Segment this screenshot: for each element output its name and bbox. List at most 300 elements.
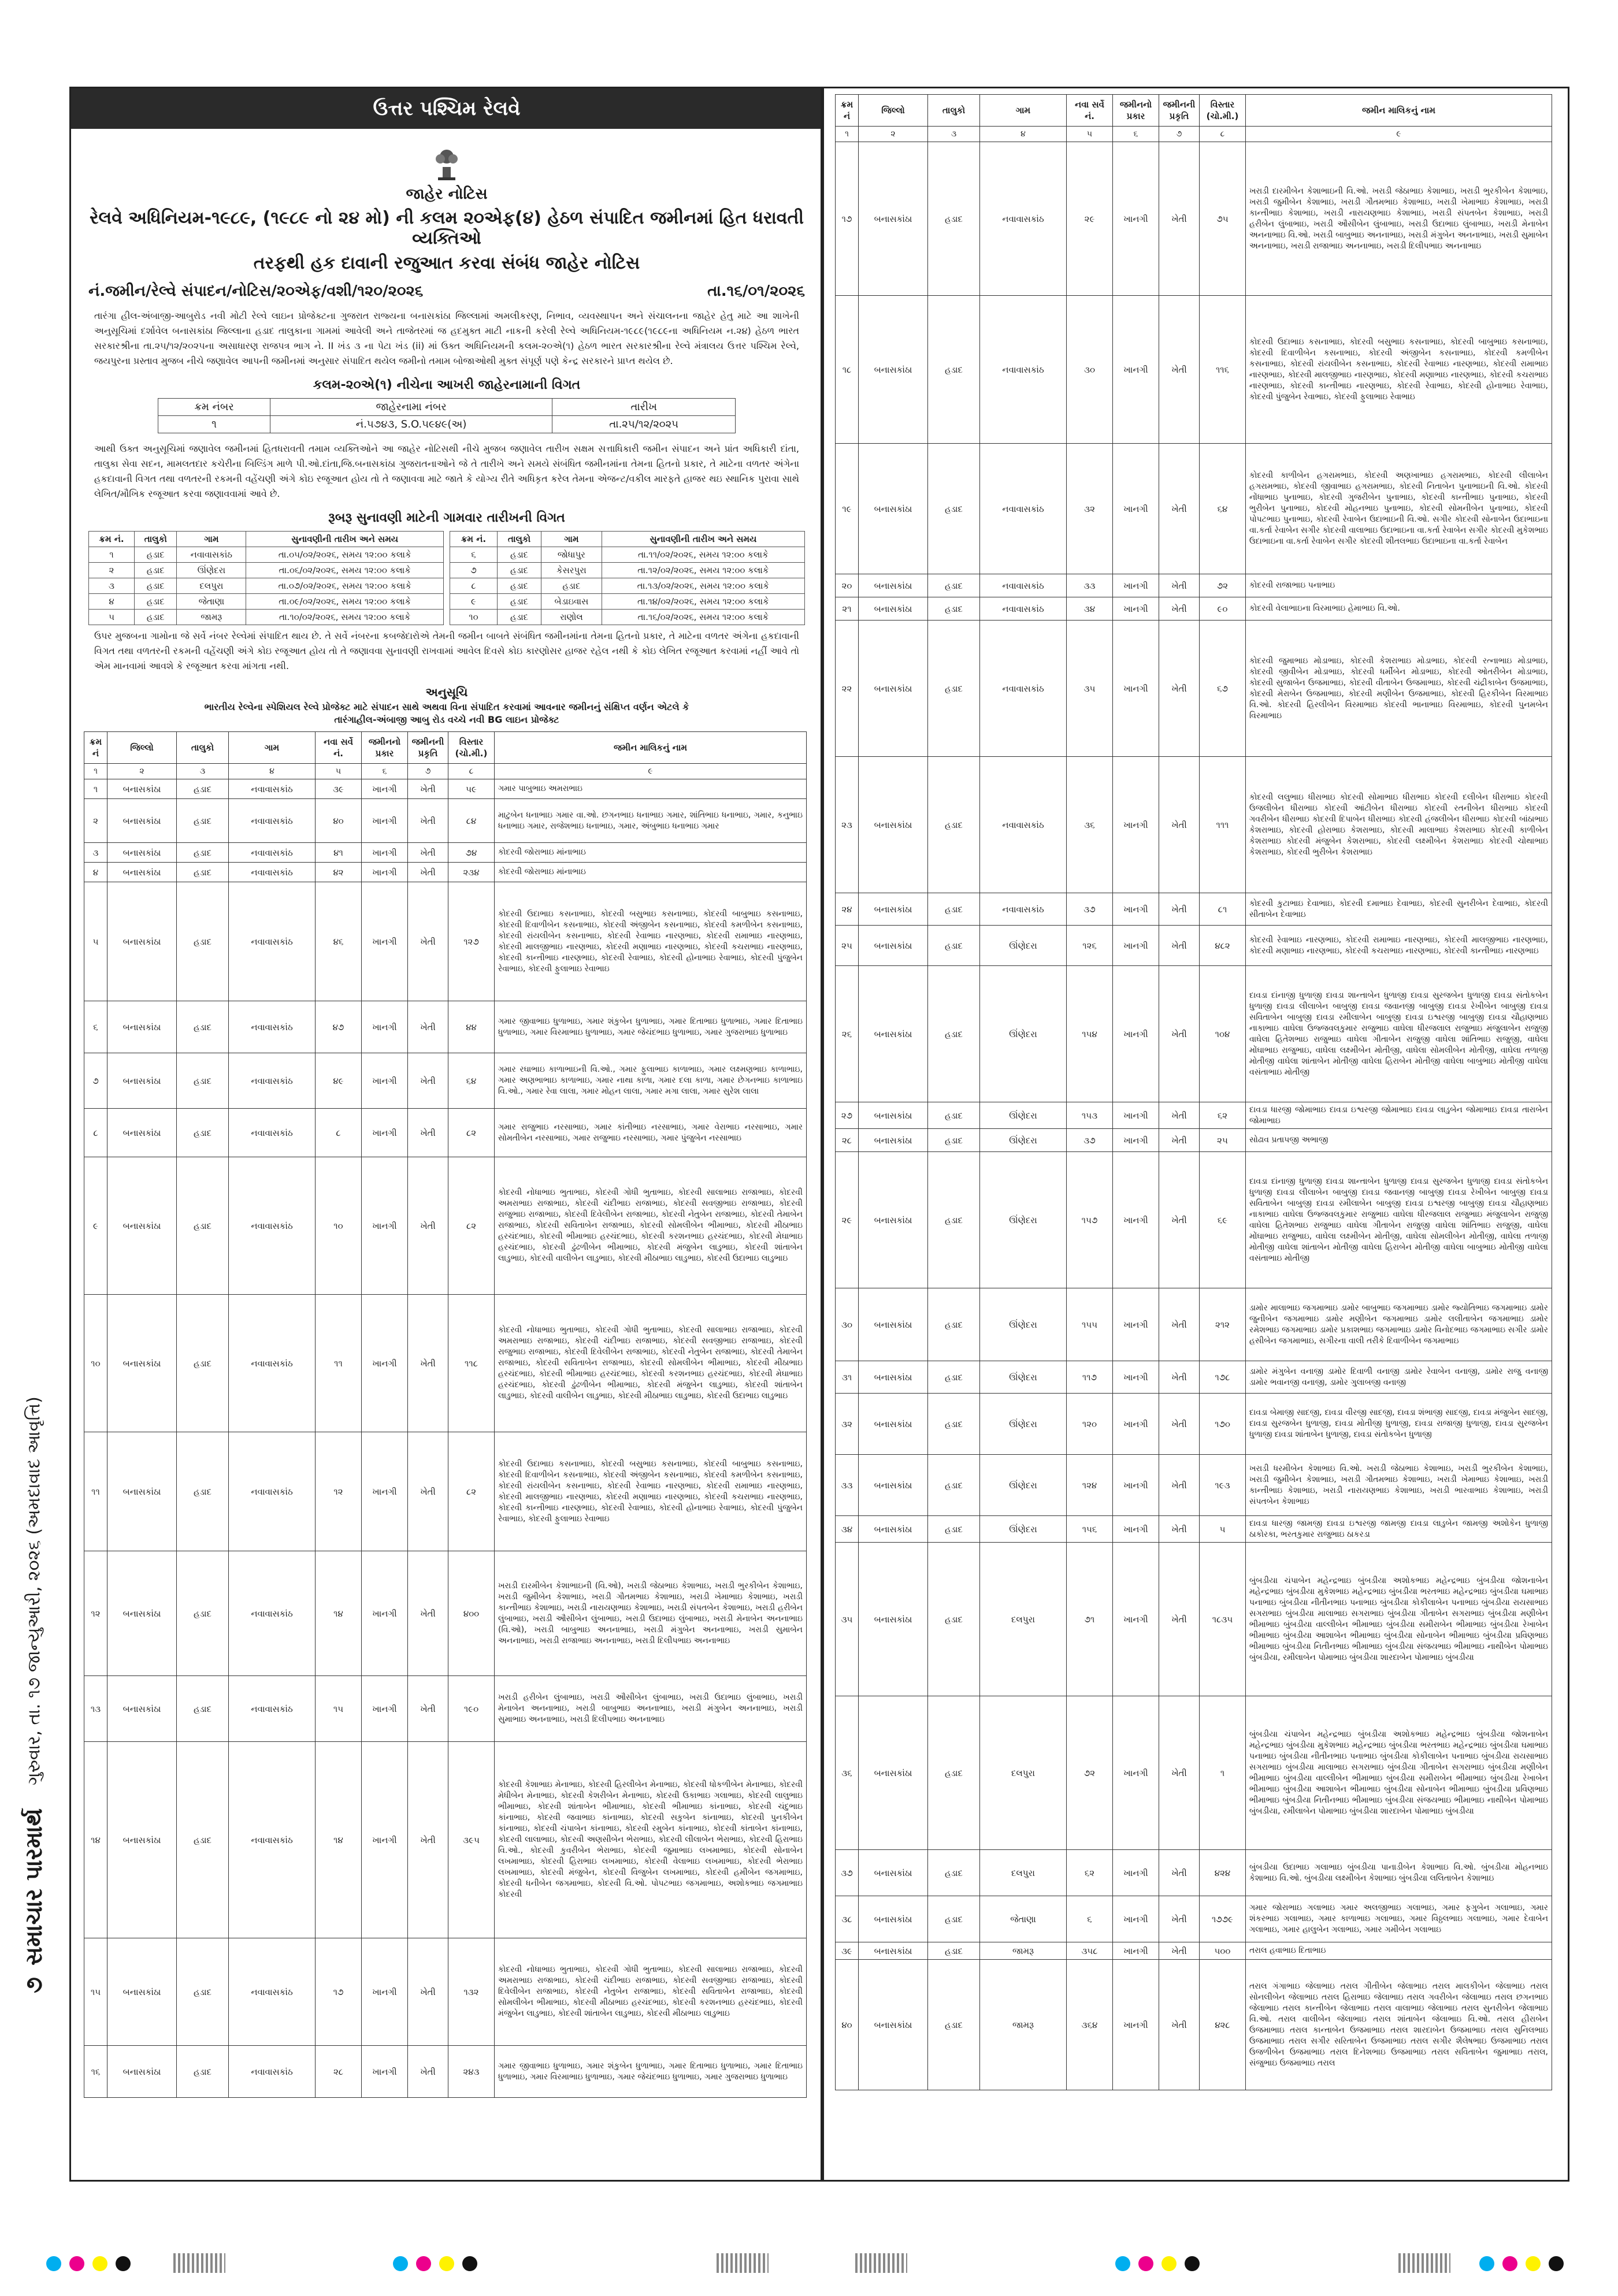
land-col-index: ૨ xyxy=(107,764,177,779)
land-cell-area: ૨૩૪ xyxy=(448,863,495,882)
hearing-cell: હડાદ xyxy=(135,563,177,578)
land-cell-no: ૩૦ xyxy=(836,1288,859,1361)
hearing-cell: જેતાણા xyxy=(177,594,246,610)
land-cell-dist: બનાસકાંઠા xyxy=(859,1361,928,1394)
land-cell-no: ૩૩ xyxy=(836,1455,859,1516)
hearing-cell: તા.૦૭/૦૨/૨૦૨૬, સમય ૧૨:૦૦ કલાકે xyxy=(246,578,444,594)
land-cell-tal: હડાદ xyxy=(928,1361,980,1394)
land-cell-no: ૧૭ xyxy=(836,142,859,296)
land-cell-no: ૨૦ xyxy=(836,574,859,597)
land-cell-dist: બનાસકાંઠા xyxy=(859,142,928,296)
hearing-row xyxy=(450,610,805,625)
table-row xyxy=(84,1551,807,1676)
land-cell-tal: હડાદ xyxy=(928,1543,980,1696)
land-cell-dist: બનાસકાંઠા xyxy=(859,444,928,574)
land-cell-nat: ખેતી xyxy=(1159,1850,1200,1896)
land-cell-tal: હડાદ xyxy=(928,893,980,926)
land-col-index: ૭ xyxy=(408,764,448,779)
land-cell-type: ખાનગી xyxy=(1113,1129,1159,1152)
hearing-cell: ૨ xyxy=(89,563,135,578)
land-cell-tal: હડાદ xyxy=(177,2046,229,2098)
hearing-cell: તા.૦૬/૦૨/૨૦૨૬, સમય ૧૨:૦૦ કલાકે xyxy=(246,563,444,578)
land-cell-no: ૨૩ xyxy=(836,757,859,893)
table-row xyxy=(836,1102,1552,1129)
land-cell-tal: હડાદ xyxy=(177,882,229,1001)
table-row xyxy=(84,1001,807,1053)
land-cell-tal: હડાદ xyxy=(928,1896,980,1942)
black-mark xyxy=(1549,2256,1564,2271)
land-cell-tal: હડાદ xyxy=(177,843,229,863)
land-col-header: જિલ્લો xyxy=(859,95,928,127)
table-row xyxy=(84,843,807,863)
hearing-cell: હડાદ xyxy=(135,578,177,594)
land-cell-nat: ખેતી xyxy=(1159,597,1200,621)
land-cell-sur: ૩૫૮ xyxy=(1067,1942,1113,1960)
land-cell-no: ૭ xyxy=(84,1053,107,1109)
land-cell-area: ૨૧૨ xyxy=(1200,1288,1246,1361)
land-cell-nat: ખેતી xyxy=(1159,444,1200,574)
land-cell-type: ખાનગી xyxy=(1113,926,1159,966)
land-cell-vil: નવાવાસકાંઠ xyxy=(980,597,1067,621)
land-cell-nat: ખેતી xyxy=(408,1295,448,1432)
land-cell-type: ખાનગી xyxy=(362,1109,408,1157)
land-cell-no: ૧૮ xyxy=(836,296,859,444)
land-cell-vil: નવાવાસકાંઠ xyxy=(980,893,1067,926)
table-row xyxy=(84,1742,807,1938)
left-column xyxy=(69,87,824,2182)
hearing-col-header: ક્રમ નં. xyxy=(89,532,135,547)
land-cell-vil: નવાવાસકાંઠ xyxy=(229,779,316,799)
print-marks-center-left xyxy=(393,2256,477,2271)
land-cell-nat: ખેતી xyxy=(1159,621,1200,757)
gazette-heading: કલમ-૨૦એ(૧) નીચેના આખરી જાહેરનામાની વિગત xyxy=(313,378,581,392)
land-cell-type: ખાનગી xyxy=(1113,1942,1159,1960)
land-cell-sur: ૧૫૫ xyxy=(1067,1288,1113,1361)
hearing-cell: ૫ xyxy=(89,610,135,625)
land-cell-dist: બનાસકાંઠા xyxy=(107,1295,177,1432)
land-cell-area: ૧૧૧ xyxy=(1200,757,1246,893)
land-cell-vil: નવાવાસકાંઠ xyxy=(229,1157,316,1295)
land-cell-tal: હડાદ xyxy=(177,1551,229,1676)
land-cell-type: ખાનગી xyxy=(1113,1896,1159,1942)
land-cell-sur: ૪૯ xyxy=(316,1053,362,1109)
land-cell-type: ખાનગી xyxy=(1113,1516,1159,1543)
land-cell-nat: ખેતી xyxy=(1159,574,1200,597)
schedule-subheading-1: ભારતીય રેલ્વેના સ્પેશિયલ રેલ્વે પ્રોજેક્ટ માટે સંપાદન સાથે અથવા વિના સંપાદિત કરવામાં આવનાર જમીનનું સંક્ષિપ્ત વર્ણન એટલે કે xyxy=(204,701,689,712)
table-row xyxy=(836,1896,1552,1942)
gazette-cell: ૧ xyxy=(158,416,270,433)
land-cell-vil: દલપુરા xyxy=(980,1850,1067,1896)
print-marks-center-right xyxy=(1115,2256,1200,2271)
hearing-cell: તા.૦૫/૦૨/૨૦૨૬, સમય ૧૨:૦૦ કલાકે xyxy=(246,547,444,563)
land-cell-nat: ખેતી xyxy=(1159,1455,1200,1516)
land-cell-vil: ઊંણેદરા xyxy=(980,1152,1067,1288)
land-cell-sur: ૩૯ xyxy=(316,779,362,799)
land-cell-sur: ૪૦ xyxy=(316,799,362,843)
cyan-mark xyxy=(1479,2256,1494,2271)
land-cell-tal: હડાદ xyxy=(928,1288,980,1361)
table-row xyxy=(836,142,1552,296)
land-cell-tal: હડાદ xyxy=(928,1850,980,1896)
land-table-header xyxy=(836,95,1552,127)
land-cell-nat: ખેતી xyxy=(1159,1102,1200,1129)
land-cell-owner: ગમાર જીવાભાઇ ધુળાભાઇ, ગમાર શંકુબેન ધુળાભાઇ, ગમાર દિતાભાઇ ધુળાભાઇ, ગમાર દિતાભાઇ ધુળાભાઇ, ગમાર વિરમાભાઇ ધુળાભાઇ, ગમાર જેચંદભાઇ ધુળાભાઇ, ગમાર ગુજરાભાઇ ધુળાભાઇ xyxy=(495,2046,807,2098)
land-cell-dist: બનાસકાંઠા xyxy=(859,966,928,1102)
land-cell-vil: નવાવાસકાંઠ xyxy=(229,843,316,863)
land-cell-sur: ૨૮ xyxy=(316,2046,362,2098)
land-cell-nat: ખેતી xyxy=(1159,966,1200,1102)
yellow-mark xyxy=(1526,2256,1541,2271)
land-cell-tal: હડાદ xyxy=(928,444,980,574)
land-cell-type: ખાનગી xyxy=(362,1295,408,1432)
hearing-cell: તા.૧૬/૦૨/૨૦૨૬, સમય ૧૨:૦૦ કલાકે xyxy=(602,610,804,625)
land-cell-sur: ૧૪ xyxy=(316,1551,362,1676)
land-cell-dist: બનાસકાંઠા xyxy=(859,621,928,757)
land-cell-vil: દલપુરા xyxy=(980,1543,1067,1696)
land-cell-vil: જેતાણા xyxy=(980,1896,1067,1942)
land-cell-nat: ખેતી xyxy=(1159,1696,1200,1850)
land-cell-dist: બનાસકાંઠા xyxy=(107,1551,177,1676)
land-table-index-row xyxy=(84,764,807,779)
land-col-index: ૯ xyxy=(1246,127,1552,142)
land-cell-type: ખાનગી xyxy=(362,863,408,882)
table-row xyxy=(84,1295,807,1432)
land-cell-sur: ૪૭ xyxy=(316,1001,362,1053)
table-row xyxy=(836,1516,1552,1543)
land-cell-no: ૧૯ xyxy=(836,444,859,574)
hearing-cell: તા.૧૪/૦૨/૨૦૨૬, સમય ૧૨:૦૦ કલાકે xyxy=(602,594,804,610)
land-cell-dist: બનાસકાંઠા xyxy=(859,1288,928,1361)
land-cell-nat: ખેતી xyxy=(1159,757,1200,893)
land-cell-area: ૪૨૮ xyxy=(1200,1960,1246,2090)
hearing-cell: રાણોલ xyxy=(541,610,602,625)
land-cell-owner: તરાલ હવાભાઇ દિતાભાઇ xyxy=(1246,1942,1552,1960)
hearing-schedule xyxy=(71,531,822,625)
land-cell-area: ૮૨ xyxy=(448,1157,495,1295)
land-cell-dist: બનાસકાંઠા xyxy=(859,1129,928,1152)
hearing-cell: હડાદ xyxy=(497,578,541,594)
hearing-col-header: તાલુકો xyxy=(497,532,541,547)
land-cell-vil: ઊંણેદરા xyxy=(980,1102,1067,1129)
land-cell-dist: બનાસકાંઠા xyxy=(107,1742,177,1938)
land-cell-area: ૧૭૮ xyxy=(1200,1361,1246,1394)
land-cell-vil: નવાવાસકાંઠ xyxy=(229,882,316,1001)
land-cell-type: ખાનગી xyxy=(1113,1361,1159,1394)
table-row xyxy=(84,1432,807,1551)
land-cell-no: ૧૬ xyxy=(84,2046,107,2098)
land-cell-vil: નવાવાસકાંઠ xyxy=(980,444,1067,574)
land-cell-dist: બનાસકાંઠા xyxy=(107,1938,177,2046)
land-cell-dist: બનાસકાંઠા xyxy=(859,1543,928,1696)
land-cell-nat: ખેતી xyxy=(408,1109,448,1157)
land-cell-dist: બનાસકાંઠા xyxy=(859,893,928,926)
land-cell-no: ૧૩ xyxy=(84,1676,107,1742)
land-cell-area: ૧૩૨ xyxy=(448,1938,495,2046)
land-cell-type: ખાનગી xyxy=(1113,621,1159,757)
table-row xyxy=(836,621,1552,757)
hearing-cell: હડાદ xyxy=(497,547,541,563)
land-cell-vil: ઊંણેદરા xyxy=(980,1361,1067,1394)
land-cell-area: ૨૪૩ xyxy=(448,2046,495,2098)
land-cell-type: ખાનગી xyxy=(362,1676,408,1742)
land-table-index-row xyxy=(836,127,1552,142)
land-cell-nat: ખેતી xyxy=(1159,1361,1200,1394)
land-cell-owner: માટુબેન ધનાભાઇ ગમાર વા.ઓ. છગનભાઇ ધનાભાઇ ગમાર, શાંતિભાઇ ધનાભાઇ, ગમાર, કનુભાઇ ધનાભાઇ ગમાર, રાજેશભાઇ ધનાભાઇ, ગમાર, અંબુભાઇ ધનાભાઇ ગમાર xyxy=(495,799,807,843)
land-cell-type: ખાનગી xyxy=(1113,757,1159,893)
land-cell-area: ૧૯૩ xyxy=(1200,1455,1246,1516)
land-cell-owner: કોદરવી ઉદાભાઇ કસનાભાઇ, કોદરવી બસુભાઇ કસનાભાઇ, કોદરવી બાબુભાઇ કસનાભાઇ, કોદરવી દિવાળીબેન કસનાભાઇ, કોદરવી અંજીબેન કસનાભાઇ, કોદરવી કમળીબેન કસનાભાઇ, કોદરવી રાંયલીબેન કસનાભાઇ, કોદરવી રેવાભાઇ નારણભાઇ, કોદરવી રામાભાઇ નારણભાઇ, કોદરવી માલજીભાઇ નારણભાઇ, કોદરવી મણાભાઇ નારણભાઇ, કોદરવી કચરાભાઇ નારણભાઇ, કોદરવી કાન્તીભાઇ નારણભાઇ, કોદરવી રેવાભાઇ, કોદરવી હોનાભાઇ રેવાભાઇ, કોદરવી પુંજુબેન રેવાભાઇ, કોદરવી ફુલાભાઇ રેવાભાઇ xyxy=(495,1432,807,1551)
land-cell-type: ખાનગી xyxy=(362,1432,408,1551)
black-mark xyxy=(462,2256,477,2271)
magenta-mark xyxy=(416,2256,431,2271)
hearing-table-right xyxy=(450,531,805,625)
land-cell-sur: ૧૨૬ xyxy=(1067,926,1113,966)
table-row xyxy=(836,1960,1552,2090)
land-cell-no: ૮ xyxy=(84,1109,107,1157)
land-cell-owner: બુંબડીયા ઉદાભાઇ ગલાભાઇ બુંબડીયા પાનાડીબેન કેશાભાઇ વિ.ઓ. બુંબડીયા મોહનભાઇ કેશાભાઇ વિ.ઓ. બુંબડીયા લક્ષ્મીબેન કેશાભાઇ બુંબડીયા લલિતાબેન કેશાભાઇ xyxy=(1246,1850,1552,1896)
land-cell-type: ખાનગી xyxy=(362,799,408,843)
land-cell-no: ૩૨ xyxy=(836,1394,859,1455)
land-col-header: નવા સર્વે નં. xyxy=(1067,95,1113,127)
land-col-header: જમીનનો પ્રકાર xyxy=(1113,95,1159,127)
land-cell-tal: હડાદ xyxy=(177,863,229,882)
hearing-cell: હડાદ xyxy=(497,563,541,578)
land-cell-area: ૬૯ xyxy=(1200,1152,1246,1288)
schedule-subheading-2: તારંગાહીલ-અંબાજી આબુ રોડ વચ્ચે નવી BG લાઇન પ્રોજેક્ટ xyxy=(334,714,559,725)
land-cell-dist: બનાસકાંઠા xyxy=(859,757,928,893)
land-cell-no: ૨૯ xyxy=(836,1152,859,1288)
land-cell-vil: ઊંણેદરા xyxy=(980,1455,1067,1516)
hearing-row xyxy=(450,578,805,594)
land-cell-area: ૯૦ xyxy=(1200,597,1246,621)
land-cell-sur: ૩૦ xyxy=(1067,296,1113,444)
land-col-header: જમીનની પ્રકૃતિ xyxy=(1159,95,1200,127)
land-cell-tal: હડાદ xyxy=(928,1942,980,1960)
land-cell-no: ૨૪ xyxy=(836,893,859,926)
table-row xyxy=(836,296,1552,444)
table-row xyxy=(836,1288,1552,1361)
hearing-cell: દલપુરા xyxy=(177,578,246,594)
land-col-index: ૧ xyxy=(84,764,107,779)
table-row xyxy=(84,779,807,799)
table-row xyxy=(836,574,1552,597)
land-cell-nat: ખેતી xyxy=(1159,1516,1200,1543)
land-col-index: ૪ xyxy=(229,764,316,779)
print-marks-left xyxy=(46,2256,131,2271)
land-cell-nat: ખેતી xyxy=(1159,1152,1200,1288)
land-cell-tal: હડાદ xyxy=(928,574,980,597)
hearing-row xyxy=(450,563,805,578)
hearing-col-header: સુનાવણીની તારીખ અને સમય xyxy=(246,532,444,547)
land-cell-area: ૮૧ xyxy=(1200,893,1246,926)
land-cell-sur: ૩૩ xyxy=(1067,574,1113,597)
land-cell-area: ૧૭૭૯ xyxy=(1200,1896,1246,1942)
land-cell-area: ૧૮૩૫ xyxy=(1200,1543,1246,1696)
land-cell-nat: ખેતી xyxy=(1159,1288,1200,1361)
land-cell-type: ખાનગી xyxy=(362,1551,408,1676)
hearing-row xyxy=(450,594,805,610)
land-cell-vil: ઊંણેદરા xyxy=(980,1516,1067,1543)
land-cell-vil: નવાવાસકાંઠ xyxy=(229,1676,316,1742)
land-cell-dist: બનાસકાંઠા xyxy=(859,296,928,444)
land-cell-sur: ૧૫૪ xyxy=(1067,966,1113,1102)
land-cell-nat: ખેતી xyxy=(408,2046,448,2098)
print-marks-right xyxy=(1479,2256,1564,2271)
land-cell-sur: ૩૨ xyxy=(1067,444,1113,574)
land-cell-no: ૧ xyxy=(84,779,107,799)
land-cell-vil: નવાવાસકાંઠ xyxy=(980,757,1067,893)
land-cell-nat: ખેતી xyxy=(1159,1394,1200,1455)
land-cell-area: ૬૪ xyxy=(1200,444,1246,574)
land-cell-no: ૫ xyxy=(84,882,107,1001)
land-cell-area: ૭૫ xyxy=(1200,142,1246,296)
hearing-cell: નવાવાસકાંઠ xyxy=(177,547,246,563)
land-cell-owner: ગમાર પાબુભાઇ અમરાભાઇ xyxy=(495,779,807,799)
table-row xyxy=(836,757,1552,893)
land-cell-type: ખાનગી xyxy=(362,1938,408,2046)
land-cell-nat: ખેતી xyxy=(408,1432,448,1551)
land-cell-area: ૪૪ xyxy=(448,1001,495,1053)
land-cell-sur: ૭૨ xyxy=(1067,1696,1113,1850)
land-cell-no: ૨ xyxy=(84,799,107,843)
land-cell-no: ૩૯ xyxy=(836,1942,859,1960)
land-cell-tal: હડાદ xyxy=(177,1295,229,1432)
land-cell-vil: ઊંણેદરા xyxy=(980,926,1067,966)
hearing-cell: ૩ xyxy=(89,578,135,594)
land-cell-sur: ૧૧૭ xyxy=(1067,1361,1113,1394)
hearing-row xyxy=(450,547,805,563)
land-cell-area: ૮૪ xyxy=(448,799,495,843)
hearing-col-header: તાલુકો xyxy=(135,532,177,547)
hearing-cell: ૮ xyxy=(450,578,498,594)
land-cell-nat: ખેતી xyxy=(408,1742,448,1938)
land-cell-tal: હડાદ xyxy=(928,1516,980,1543)
land-cell-dist: બનાસકાંઠા xyxy=(859,1696,928,1850)
notice-title: જાહેર નોટિસ xyxy=(406,185,488,203)
land-cell-tal: હડાદ xyxy=(177,779,229,799)
hearing-paragraph: આથી ઉક્ત અનુસૂચિમાં જણાવેલ જમીનમાં હિતધરાવતી તમામ વ્યક્તિઓને આ જાહેર નોટિસથી નીચે મુજબ જણાવેલ તારીખ સક્ષમ સત્તાધિકારી જમીન સંપાદન અને પ્રાંત અધિકારી દાંતા, તાલુકા સેવા સદન, મામલતદાર કચેરીના બિલ્ડિંગ માળે પી.ઓ.દાંતા,જિ.બનાસકાંઠા ગુજરાતનાઓને જે તે તારીખે અને સમયે સંબંધિત જમીનમાંના તેમના હિતનો પ્રકાર, તે માટેના વળતર અંગેના હકદાવાની વિગત તથા વળતરની રકમની વહેંચણી અંગે કોઇ રજૂઆત હોય તો તે જણાવવા માટે જાતે કે યોગ્ય રીતે અધિકૃત કરેલ તેમના એજન્ટ/વકીલ મારફતે હાજર થઇ સ્થાનિક પુરાવા સાથે લેખિત/મૌખિક રજૂઆત કરવા જણાવવામાં આવે છે. xyxy=(94,443,799,499)
masthead-title: સમાચાર પારમાર્થ xyxy=(21,1808,47,1966)
land-cell-sur: ૭૧ xyxy=(1067,1543,1113,1696)
land-cell-owner: કોદરવી જોરાભાઇ માંનાભાઇ xyxy=(495,843,807,863)
land-cell-owner: કોદરવી જોરાભાઇ માંનાભાઇ xyxy=(495,863,807,882)
magenta-mark xyxy=(1502,2256,1517,2271)
land-cell-nat: ખેતી xyxy=(408,843,448,863)
land-cell-dist: બનાસકાંઠા xyxy=(107,1432,177,1551)
land-cell-vil: નવાવાસકાંઠ xyxy=(980,296,1067,444)
land-cell-area: ૪૮૨ xyxy=(1200,926,1246,966)
land-cell-tal: હડાદ xyxy=(928,1129,980,1152)
land-cell-no: ૨૮ xyxy=(836,1129,859,1152)
land-cell-owner: કોદરવી ઉદાભાઇ કસનાભાઇ, કોદરવી બસુભાઇ કસનાભાઇ, કોદરવી બાબુભાઇ કસનાભાઇ, કોદરવી દિવાળીબેન કસનાભાઇ, કોદરવી અંજીબેન કસનાભાઇ, કોદરવી કમળીબેન કસનાભાઇ, કોદરવી રાંયલીબેન કસનાભાઇ, કોદરવી રેવાભાઇ નારણભાઇ, કોદરવી રામાભાઇ નારણભાઇ, કોદરવી માલજીભાઇ નારણભાઇ, કોદરવી મણાભાઇ નારણભાઇ, કોદરવી કચરાભાઇ નારણભાઇ, કોદરવી કાન્તીભાઇ નારણભાઇ, કોદરવી રેવાભાઇ, કોદરવી હોનાભાઇ રેવાભાઇ, કોદરવી પુંજુબેન રેવાભાઇ, કોદરવી ફુલાભાઇ રેવાભાઇ xyxy=(1246,296,1552,444)
land-cell-sur: ૩૭ xyxy=(1067,1129,1113,1152)
land-table-right xyxy=(835,94,1552,2090)
hearing-cell: ૭ xyxy=(450,563,498,578)
land-cell-area: ૪૨૪ xyxy=(1200,1850,1246,1896)
land-cell-nat: ખેતી xyxy=(1159,926,1200,966)
land-cell-no: ૪ xyxy=(84,863,107,882)
land-cell-sur: ૪૧ xyxy=(316,843,362,863)
hearing-cell: તા.૧૧/૦૨/૨૦૨૬, સમય ૧૨:૦૦ કલાકે xyxy=(602,547,804,563)
land-cell-sur: ૧૫૬ xyxy=(1067,1516,1113,1543)
hearing-cell: જામરૂ xyxy=(177,610,246,625)
land-cell-area: ૬૪ xyxy=(448,1053,495,1109)
land-cell-tal: હડાદ xyxy=(928,1152,980,1288)
land-cell-type: ખાનગી xyxy=(1113,893,1159,926)
table-row xyxy=(836,1850,1552,1896)
land-col-header: જમીન માલિકનું નામ xyxy=(495,732,807,764)
land-col-header: વિસ્તાર (ચો.મી.) xyxy=(448,732,495,764)
page-number: ૭ xyxy=(21,1977,47,1993)
land-cell-tal: હડાદ xyxy=(177,1742,229,1938)
land-cell-dist: બનાસકાંઠા xyxy=(859,1516,928,1543)
land-table-header xyxy=(84,732,807,764)
land-col-header: તાલુકો xyxy=(177,732,229,764)
land-cell-type: ખાનગી xyxy=(1113,1850,1159,1896)
land-cell-area: ૨૫ xyxy=(1200,1129,1246,1152)
land-cell-type: ખાનગી xyxy=(362,1001,408,1053)
land-cell-no: ૩૮ xyxy=(836,1896,859,1942)
land-cell-area: ૫ xyxy=(1200,1516,1246,1543)
land-col-index: ૬ xyxy=(362,764,408,779)
land-cell-tal: હડાદ xyxy=(928,1696,980,1850)
land-cell-no: ૨૨ xyxy=(836,621,859,757)
land-cell-type: ખાનગી xyxy=(1113,1455,1159,1516)
land-cell-owner: દાવડા દાંનાજી ધુળાજી દાવડા શાન્તાબેન ધુળાજી દાવડા સુરજબેન ધુળાજી દાવડા સંતોકબેન ધુળાજી દાવડા લીલાબેન બાબુજી દાવડા જવાનજી બાબુજી દાવડા રેખીબેન બાબુજી દાવડા સવિતાબેન બાબુજી દાવડા રમીલાબેન બાબુજી દાવડા ઇશ્વરજી બાબુજી દાવડા ચૌહાણભાઇ નાકાભાઇ વાઘેલા ઉજ્જવલકુમાર રાજુભાઇ વાઘેલા ધીરજલાલ રાજુભાઇ મંજુલાબેન રાજુજી વાઘેલા હિતેશભાઇ રાજુભાઇ વાઘેલા ગીતાબેન રાજુજી વાઘેલા શાંતિભાઇ રાજુજી, વાઘેલા મોંઘાભાઇ રાજુભાઇ, વાઘેલા લક્ષ્મીબેન મોતીજી, વાઘેલા સોમલીબેન મોતીજી, વાઘેલા તળાજી મોતીજી વાઘેલા શાંતાબેન મોતીજી વાઘેલા હિરાબેન મોતીજી વાઘેલા બાબુભાઇ મોતીજી વાઘેલા વસંતાભાઇ મોતીજી xyxy=(1246,1152,1552,1288)
land-cell-type: ખાનગી xyxy=(1113,1394,1159,1455)
hearing-col-header: ક્રમ નં. xyxy=(450,532,498,547)
land-cell-owner: ખરાડી દારમીબેન કેશાભાઇની વિ.ઓ. ખરાડી જેઠાભાઇ કેશાભાઇ, ખરાડી ભુરકીબેન કેશાભાઇ, ખરાડી જુમીબેન કેશાભાઇ, ખરાડી ગૌતમભાઇ કેશાભાઇ, ખરાડી ખેમાભાઇ કેશાભાઇ, ખરાડી કાન્તીભાઇ કેશાભાઇ, ખરાડી નારાયણભાઇ કેશાભાઇ, ખરાડી સંપતબેન કેશાભાઇ, ખરાડી હરીબેન લુંબાભાઇ, ખરાડી ઔસીબેન લુંબાભાઇ, ખરાડી ઉદાભાઇ લુંબાભાઇ, ખરાડી મેનાબેન અનનાભાઇ વિ.ઓ. ખરાડી બાબુભાઇ અનનાભાઇ, ખરાડી મંગુબેન અનનાભાઇ, ખરાડી સુમાબેન અનનાભાઇ, ખરાડી રાજાભાઇ અનનાભાઇ, ખરાડી દિલીપભાઇ અનનાભાઇ xyxy=(1246,142,1552,296)
land-cell-owner: કોદરવી નોધાભાઇ ભુતાભાઇ, કોદરવી ગોધી ભુતાભાઇ, કોદરવી સાલાભાઇ રાજાભાઇ, કોદરવી અમરાભાઇ રાજાભાઇ, કોદરવી ચંદીભાઇ રાજાભાઇ, કોદરવી સવજીભાઇ રાજાભાઇ, કોદરવી રાજુભાઇ રાજાભાઇ, કોદરવી દિવેલીબેન રાજાભાઇ, કોદરવી નેતુબેન રાજાભાઇ, કોદરવી તેમાબેન રાજાભાઇ, કોદરવી સવિતાબેન રાજાભાઇ, કોદરવી સોમલીબેન ભીમાભાઇ, કોદરવી મીઠાભાઇ હરચંદભાઇ, કોદરવી ભીમાભાઇ હરચંદભાઇ, કોદરવી કરશનભાઇ હરચંદભાઇ, કોદરવી મેઘાભાઇ હરચંદભાઇ, કોદરવી ઢુંઢળીબેન ભીમાભાઇ, કોદરવી મંજુબેન લાડુભાઇ, કોદરવી શાંતાબેન લાડુભાઇ, કોદરવી વાલીબેન લાડુભાઇ, કોદરવી મીઠાભાઇ લાડુભાઇ, કોદરવી ઉદાભાઇ લાડુભાઇ xyxy=(495,1157,807,1295)
land-cell-type: ખાનગી xyxy=(362,1157,408,1295)
land-cell-nat: ખેતી xyxy=(1159,1543,1200,1696)
table-row xyxy=(836,1152,1552,1288)
table-row xyxy=(836,893,1552,926)
land-cell-tal: હડાદ xyxy=(928,142,980,296)
land-cell-sur: ૧૨૪ xyxy=(1067,1455,1113,1516)
land-cell-area: ૧૧૬ xyxy=(1200,296,1246,444)
table-row xyxy=(84,1676,807,1742)
land-cell-area: ૧૭૦ xyxy=(1200,1394,1246,1455)
land-cell-owner: ખરાડી દારમીબેન કેશાભાઇની (વિ.ઓ), ખરાડી જેઠાભાઇ કેશાભાઇ, ખરાડી ભુરકીબેન કેશાભાઇ, ખરાડી જુમીબેન કેશાભાઇ, ખરાડી ગૌતમભાઇ કેશાભાઇ, ખરાડી ખેમાભાઇ કેશાભાઇ, ખરાડી કાન્તીભાઇ કેશાભાઇ, ખરાડી નારાયણભાઇ કેશાભાઇ, ખરાડી સંપતબેન કેશાભાઇ, ખરાડી હરીબેન લુંબાભાઇ, ખરાડી ઔસીબેન લુંબાભાઇ, ખરાડી ઉદાભાઇ લુંબાભાઇ, ખરાડી મેનાબેન અનનાભાઇ (વિ.ઓ), ખરાડી બાબુભાઇ અનનાભાઇ, ખરાડી મંગુબેન અનનાભાઇ, ખરાડી સુમાબેન અનનાભાઇ, ખરાડી રાજાભાઇ અનનાભાઇ, ખરાડી દિલીપભાઇ અનનાભાઇ xyxy=(495,1551,807,1676)
land-cell-vil: નવાવાસકાંઠ xyxy=(980,574,1067,597)
land-cell-dist: બનાસકાંઠા xyxy=(107,863,177,882)
land-col-index: ૩ xyxy=(177,764,229,779)
hearing-cell: ૪ xyxy=(89,594,135,610)
land-cell-vil: નવાવાસકાંઠ xyxy=(229,2046,316,2098)
hearing-cell: હડાદ xyxy=(135,547,177,563)
land-cell-dist: બનાસકાંઠા xyxy=(859,597,928,621)
land-cell-nat: ખેતી xyxy=(408,1157,448,1295)
notice-heading-1: રેલવે અધિનિયમ-૧૯૮૯, (૧૯૮૯ નો ૨૪ મો) ની કલમ ૨૦એફ(૪) હેઠળ સંપાદિત જમીનમાં હિત ધરાવતી વ્યક્તિઓ xyxy=(90,208,804,248)
magenta-mark xyxy=(69,2256,84,2271)
land-col-header: તાલુકો xyxy=(928,95,980,127)
land-cell-dist: બનાસકાંઠા xyxy=(859,1394,928,1455)
land-cell-no: ૩૫ xyxy=(836,1543,859,1696)
land-col-index: ૧ xyxy=(836,127,859,142)
land-cell-no: ૩૧ xyxy=(836,1361,859,1394)
land-cell-type: ખાનગી xyxy=(1113,444,1159,574)
land-cell-tal: હડાદ xyxy=(177,799,229,843)
land-cell-nat: ખેતી xyxy=(1159,142,1200,296)
land-cell-nat: ખેતી xyxy=(1159,296,1200,444)
land-col-index: ૭ xyxy=(1159,127,1200,142)
table-row xyxy=(84,1157,807,1295)
land-cell-no: ૩ xyxy=(84,843,107,863)
land-col-index: ૪ xyxy=(980,127,1067,142)
land-cell-owner: કોદરવી જુમાભાઇ મોડાભાઇ, કોદરવી કેશરાભાઇ મોડાભાઇ, કોદરવી રત્નાભાઇ મોડાભાઇ, કોદરવી જીવીબેન મોડાભાઇ, કોદરવી ધર્મીબેન મોડાભાઇ, કોદરવી ઓતરીબેન મોડાભાઇ, કોદરવી સુજાબેન ઉજમાભાઇ, કોદરવી વીતાબેન ઉજમાભાઇ, કોદરવી ચંદ્રીકાબેન ઉજમાભાઇ, કોદરવી મેરાબેન ઉજમાભાઇ, કોદરવી મણીબેન ઉજમાભાઇ, કોદરવી હિરકીબેન વિરમાભાઇ વિ.ઓ. કોદરવી હિરલીબેન વિરમાભાઇ કોદરવી ભાનાભાઇ વિરમાભાઇ, કોદરવી પુનમબેન વિરમાભાઇ xyxy=(1246,621,1552,757)
land-cell-nat: ખેતી xyxy=(408,799,448,843)
